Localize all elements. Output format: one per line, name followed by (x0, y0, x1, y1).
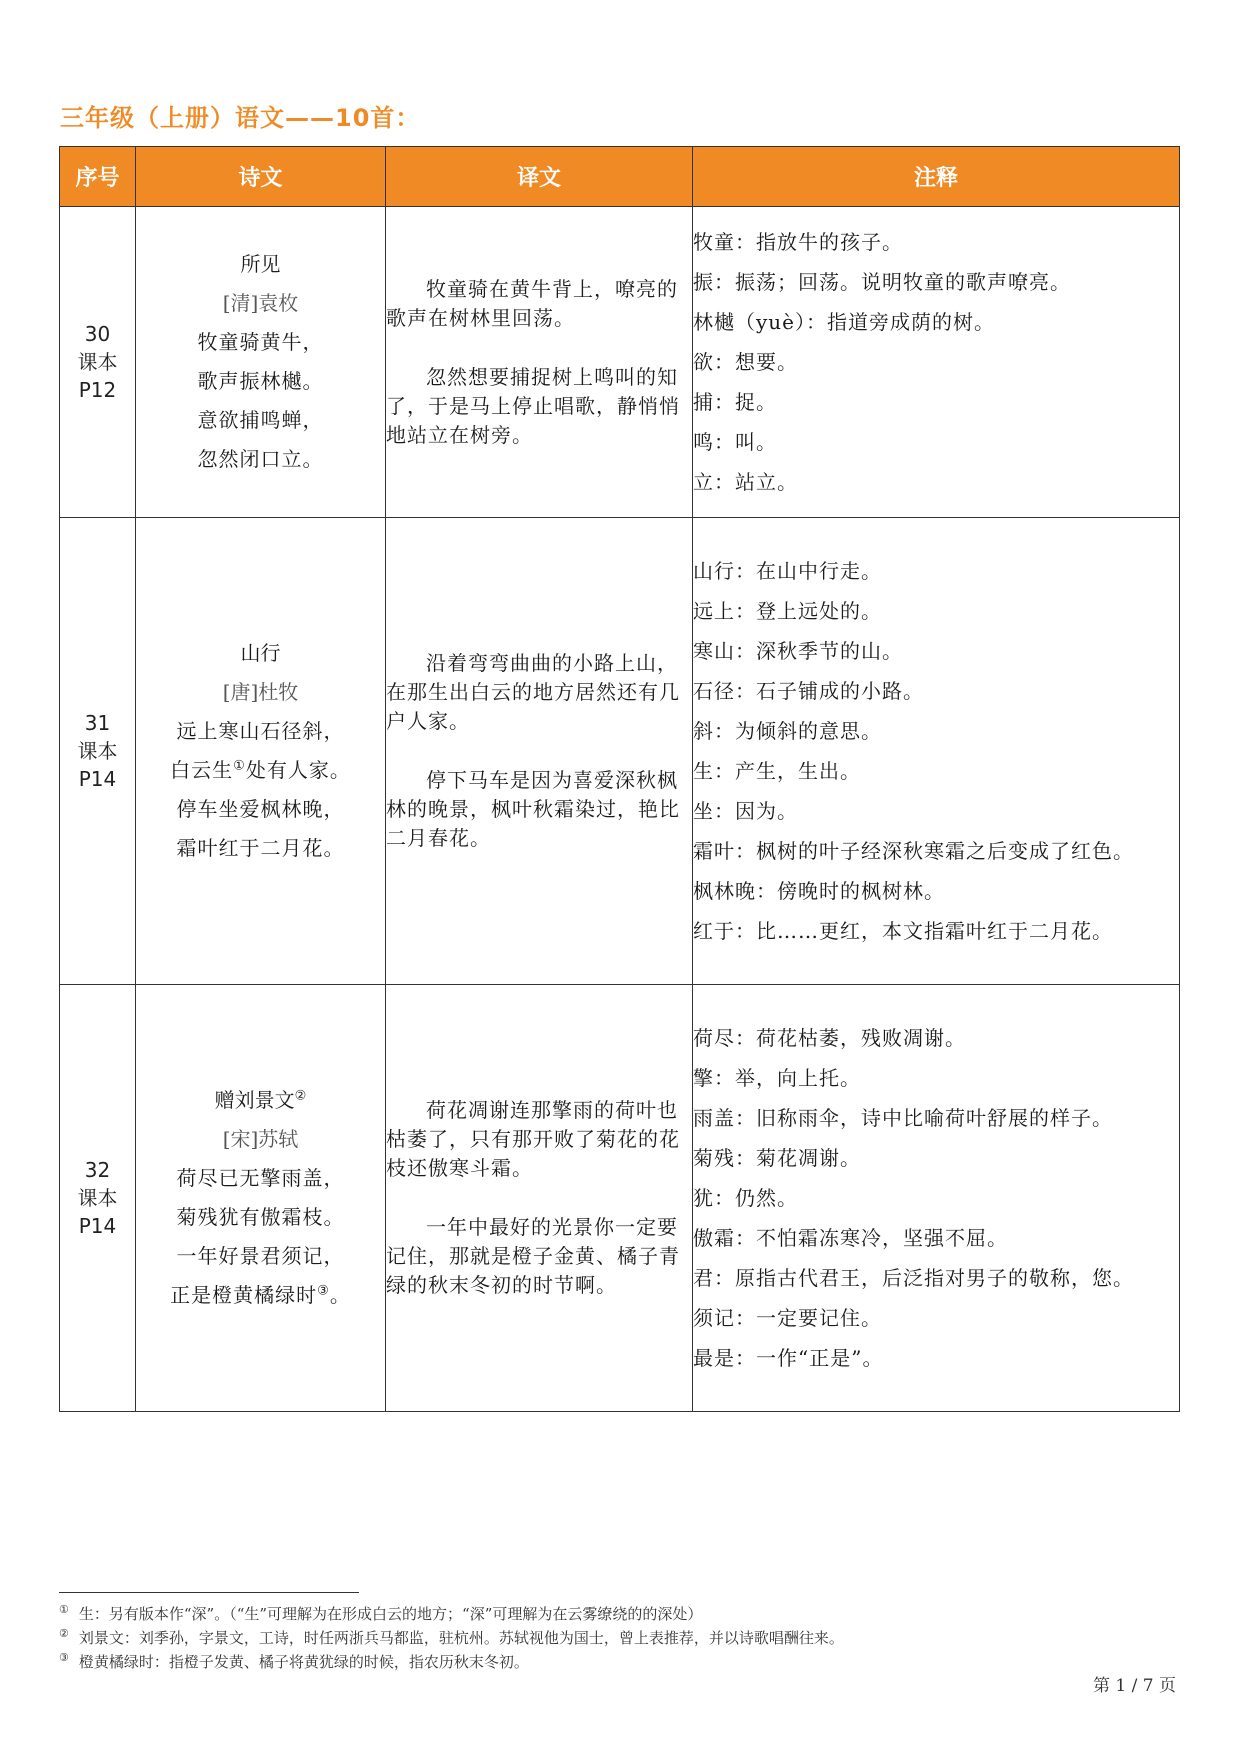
note-item: 鸣：叫。 (693, 429, 777, 454)
poem-line (136, 362, 385, 401)
poem-cell (136, 207, 386, 518)
note-item: 欲：想要。 (693, 349, 798, 374)
poem-line (136, 1237, 385, 1276)
table-row (60, 985, 1180, 1412)
poem-title-text: 所见 (240, 252, 281, 276)
poem-title-text: 赠刘景文 (214, 1088, 295, 1112)
poem-title (136, 1081, 385, 1120)
footnote-text: 刘景文：刘季孙，字景文，工诗，时任两浙兵马都监，驻杭州。苏轼视他为国士，曾上表推荐，并以诗歌唱酬往来。 (78, 1629, 844, 1647)
footnote-marker: ③ (317, 1283, 330, 1299)
poem-line (136, 1198, 385, 1237)
poem-line-tail: 。 (329, 1283, 351, 1307)
table-header-row (60, 147, 1180, 207)
header-index: 序号 (60, 147, 136, 207)
note-item: 红于：比……更红，本文指霜叶红于二月花。 (693, 918, 1113, 943)
row-index-cell (60, 985, 136, 1412)
poem-line-tail: 处有人家。 (245, 758, 351, 782)
poem-author: [宋]苏轼 (222, 1127, 299, 1151)
row-page: P12 (78, 378, 117, 402)
footnote-marker: ① (233, 758, 246, 774)
poem-line-text: 荷尽已无擎雨盖， (176, 1166, 345, 1190)
row-number: 32 (84, 1158, 111, 1182)
notes-cell (693, 985, 1180, 1412)
translation-cell (386, 985, 693, 1412)
note-item: 山行：在山中行走。 (693, 558, 882, 583)
poem-line-text: 牧童骑黄牛， (197, 330, 324, 354)
poem-author: [清]袁枚 (222, 291, 299, 315)
poem-cell (136, 985, 386, 1412)
translation-paragraph: 荷花凋谢连那擎雨的荷叶也枯萎了，只有那开败了菊花的花枝还傲寒斗霜。 (386, 1098, 680, 1180)
footnote-item (59, 1624, 1159, 1648)
poem-line (136, 751, 385, 790)
poem-line-text: 白云生 (170, 758, 234, 782)
note-item: 最是：一作“正是”。 (693, 1345, 884, 1370)
row-book: 课本 (77, 739, 118, 763)
poem-line-text: 远上寒山石径斜， (176, 719, 345, 743)
note-item: 雨盖：旧称雨伞，诗中比喻荷叶舒展的样子。 (693, 1105, 1113, 1130)
translation-cell (386, 207, 693, 518)
page-number: 第 1 / 7 页 (1093, 1676, 1176, 1696)
translation-paragraph: 牧童骑在黄牛背上，嘹亮的歌声在树林里回荡。 (386, 276, 678, 330)
footnote-rule (59, 1592, 359, 1593)
poem-line-text: 停车坐爱枫林晚， (176, 797, 345, 821)
note-item: 霜叶：枫树的叶子经深秋寒霜之后变成了红色。 (693, 838, 1134, 863)
poem-table (59, 146, 1180, 1412)
footnote-text: 橙黄橘绿时：指橙子发黄、橘子将黄犹绿的时候，指农历秋末冬初。 (78, 1653, 529, 1671)
poem-title-text: 山行 (240, 641, 281, 665)
row-number: 30 (84, 322, 111, 346)
note-item: 菊残：菊花凋谢。 (693, 1145, 861, 1170)
translation-cell (386, 518, 693, 985)
note-item: 荷尽：荷花枯萎，残败凋谢。 (693, 1025, 966, 1050)
footnote-item (59, 1600, 1159, 1624)
note-item: 寒山：深秋季节的山。 (693, 638, 903, 663)
footnote-text: 生：另有版本作“深”。（“生”可理解为在形成白云的地方；“深”可理解为在云雾缭绕的的深处） (78, 1605, 703, 1623)
poem-line (136, 790, 385, 829)
footnote-number: ① (59, 1603, 69, 1616)
header-translation: 译文 (386, 147, 693, 207)
notes-cell (693, 207, 1180, 518)
footnotes (59, 1600, 1159, 1672)
poem-line (136, 440, 385, 479)
poem-line (136, 401, 385, 440)
poem-line-text: 正是橙黄橘绿时 (170, 1283, 318, 1307)
row-book: 课本 (77, 350, 118, 374)
note-item: 立：站立。 (693, 469, 798, 494)
poem-line-text: 菊残犹有傲霜枝。 (176, 1205, 345, 1229)
translation-paragraph: 停下马车是因为喜爱深秋枫林的晚景，枫叶秋霜染过，艳比二月春花。 (386, 768, 680, 850)
note-item: 石径：石子铺成的小路。 (693, 678, 924, 703)
note-item: 犹：仍然。 (693, 1185, 798, 1210)
poem-line (136, 829, 385, 868)
note-item: 牧童：指放牛的孩子。 (693, 229, 903, 254)
poem-author: [唐]杜牧 (222, 680, 299, 704)
footnote-item (59, 1648, 1159, 1672)
row-index-cell (60, 207, 136, 518)
poem-line (136, 1276, 385, 1315)
header-poem: 诗文 (136, 147, 386, 207)
note-item: 远上：登上远处的。 (693, 598, 882, 623)
note-item: 君：原指古代君王，后泛指对男子的敬称，您。 (693, 1265, 1134, 1290)
row-page: P14 (78, 1214, 117, 1238)
row-index-cell (60, 518, 136, 985)
note-item: 枫林晚：傍晚时的枫树林。 (693, 878, 945, 903)
note-item: 林樾（yuè）：指道旁成荫的树。 (693, 309, 996, 334)
header-notes: 注释 (693, 147, 1180, 207)
poem-line-text: 一年好景君须记， (176, 1244, 345, 1268)
row-number: 31 (84, 711, 111, 735)
note-item: 振：振荡；回荡。说明牧童的歌声嘹亮。 (693, 269, 1071, 294)
footnote-number: ③ (59, 1651, 69, 1664)
note-item: 生：产生，生出。 (693, 758, 861, 783)
page-title: 三年级（上册）语文——10首： (60, 104, 421, 132)
notes-cell (693, 518, 1180, 985)
translation-paragraph: 沿着弯弯曲曲的小路上山，在那生出白云的地方居然还有几户人家。 (386, 651, 680, 733)
translation-paragraph: 忽然想要捕捉树上鸣叫的知了，于是马上停止唱歌，静悄悄地站立在树旁。 (386, 364, 680, 447)
note-item: 坐：因为。 (693, 798, 798, 823)
note-item: 擎：举，向上托。 (693, 1065, 861, 1090)
note-item: 须记：一定要记住。 (693, 1305, 882, 1330)
poem-line-text: 忽然闭口立。 (197, 447, 324, 471)
note-item: 斜：为倾斜的意思。 (693, 718, 882, 743)
row-page: P14 (78, 767, 117, 791)
row-book: 课本 (77, 1186, 118, 1210)
poem-line-text: 霜叶红于二月花。 (176, 836, 345, 860)
translation-paragraph: 一年中最好的光景你一定要记住，那就是橙子金黄、橘子青绿的秋末冬初的时节啊。 (386, 1215, 680, 1297)
table-row (60, 207, 1180, 518)
poem-cell (136, 518, 386, 985)
poem-line (136, 712, 385, 751)
poem-line (136, 1159, 385, 1198)
footnote-marker: ② (294, 1088, 307, 1104)
poem-title (136, 245, 385, 284)
poem-line (136, 323, 385, 362)
note-item: 傲霜：不怕霜冻寒冷，坚强不屈。 (693, 1225, 1008, 1250)
footnote-number: ② (59, 1627, 69, 1640)
note-item: 捕：捉。 (693, 389, 777, 414)
poem-line-text: 歌声振林樾。 (197, 369, 324, 393)
table-row (60, 518, 1180, 985)
poem-title (136, 634, 385, 673)
poem-line-text: 意欲捕鸣蝉， (197, 408, 324, 432)
